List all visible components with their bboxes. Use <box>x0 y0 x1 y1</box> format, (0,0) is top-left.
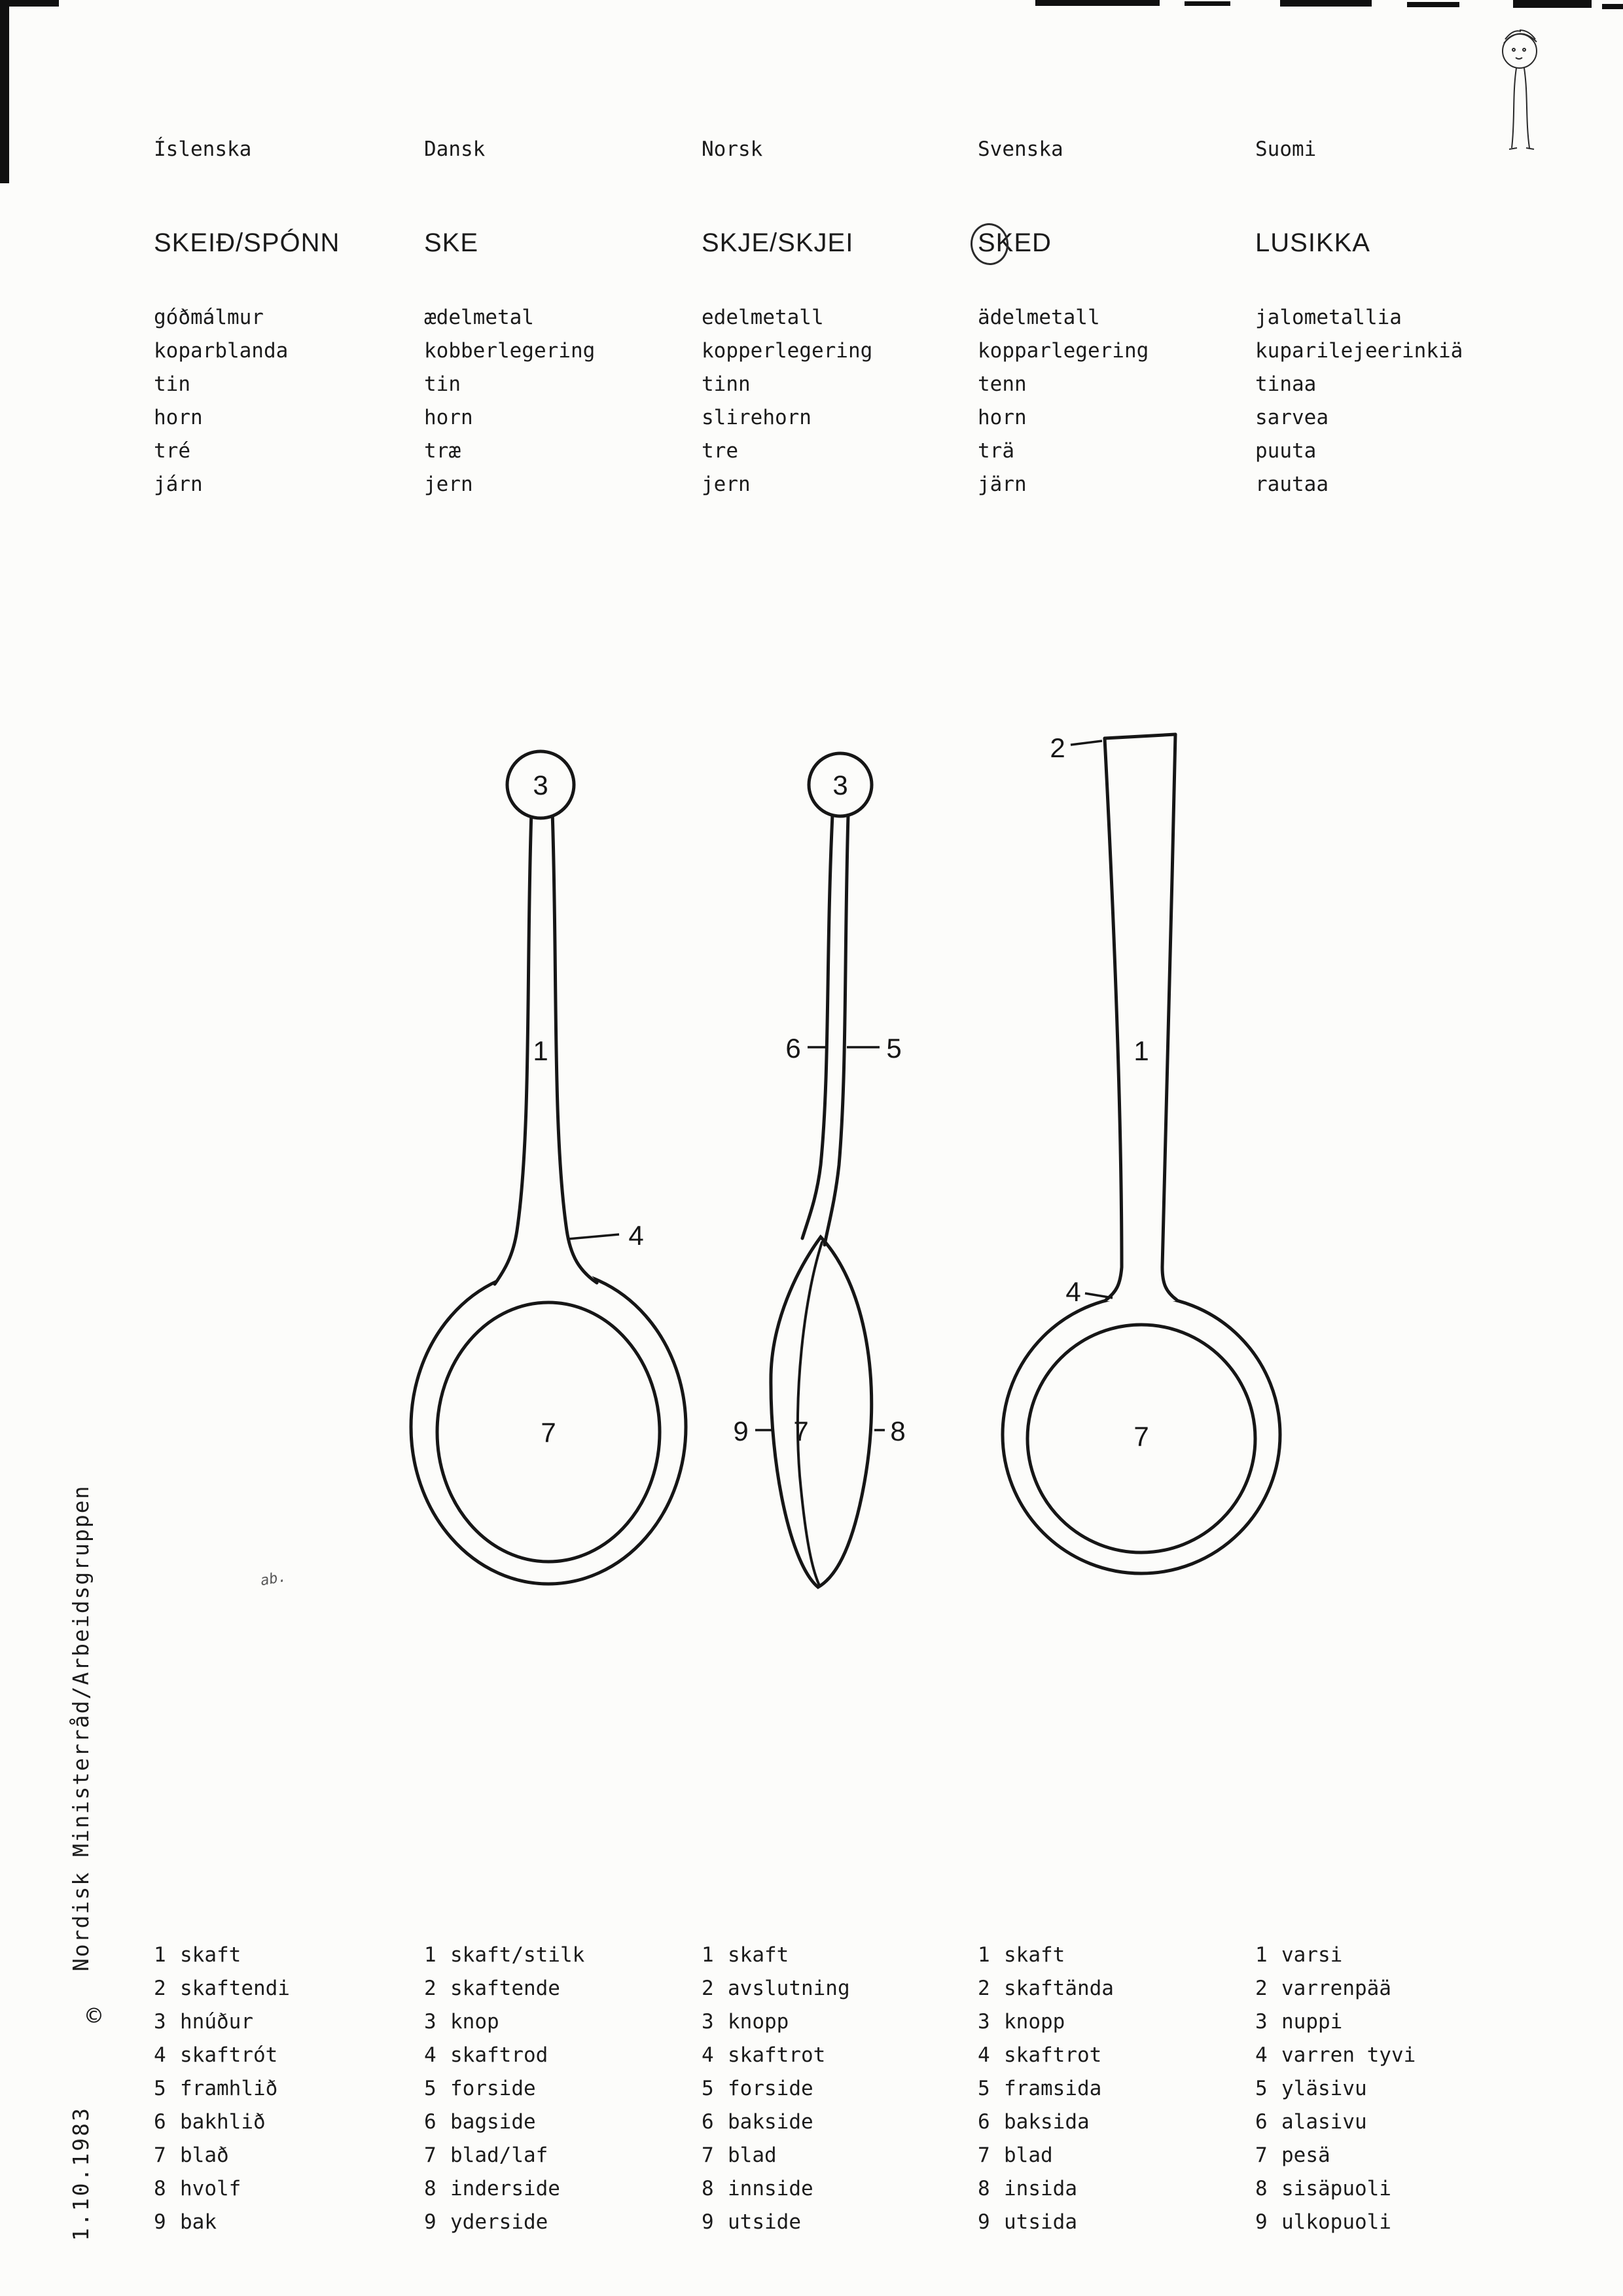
part-number: 7 <box>1255 2144 1268 2167</box>
part-list-item <box>1255 2039 1416 2072</box>
part-list-item <box>702 1972 850 2005</box>
language-column-norsk <box>702 137 970 501</box>
part-list-item <box>978 2172 1114 2206</box>
part-list-item <box>702 1939 850 1972</box>
part-number: 9 <box>978 2210 990 2234</box>
part-number: 1 <box>1255 1943 1268 1967</box>
part-label: blað <box>180 2144 229 2167</box>
part-number: 2 <box>1255 1977 1268 2000</box>
part-list-item <box>424 2206 584 2239</box>
material-item: kobberlegering <box>424 339 596 363</box>
material-item: tinn <box>702 372 751 396</box>
part-list-item <box>978 2206 1114 2239</box>
part-list-item <box>978 1939 1114 1972</box>
part-number: 5 <box>702 2077 714 2100</box>
copyright-symbol: © <box>86 2001 101 2030</box>
part-label: innside <box>728 2177 813 2200</box>
material-item: træ <box>424 439 461 463</box>
material-item: horn <box>978 406 1027 429</box>
part-number-root: 4 <box>1065 1276 1081 1307</box>
part-list-item <box>1255 1939 1416 1972</box>
part-label: skaftrod <box>450 2043 548 2067</box>
language-column-dansk <box>424 137 692 501</box>
material-item: horn <box>154 406 203 429</box>
sidebar-org-text: Nordisk Ministerråd/Arbeidsgruppen <box>68 1484 94 1971</box>
part-number: 9 <box>424 2210 437 2234</box>
part-list-item <box>154 2172 290 2206</box>
parts-list-norsk <box>702 1939 850 2239</box>
part-list-item <box>424 2106 584 2139</box>
part-list-item <box>424 2172 584 2206</box>
part-list-item <box>1255 2005 1416 2039</box>
part-list-item <box>1255 2206 1416 2239</box>
scan-artifact <box>1513 0 1592 8</box>
part-list-item <box>154 1972 290 2005</box>
part-list-item <box>424 2039 584 2072</box>
part-label: blad <box>728 2144 777 2167</box>
part-number: 9 <box>1255 2210 1268 2234</box>
part-number: 6 <box>154 2110 166 2134</box>
part-label: skaftrot <box>728 2043 826 2067</box>
part-label: yderside <box>450 2210 548 2234</box>
part-label: knop <box>450 2010 499 2034</box>
part-number: 8 <box>702 2177 714 2200</box>
material-item: tenn <box>978 372 1027 396</box>
material-item: járn <box>154 473 203 496</box>
scan-artifact <box>1602 4 1623 9</box>
language-label: Suomi <box>1255 137 1317 161</box>
part-number-knob: 3 <box>832 770 848 800</box>
part-list-item <box>154 2039 290 2072</box>
material-item: jern <box>424 473 473 496</box>
part-list-item <box>978 2106 1114 2139</box>
materials-list <box>154 301 422 501</box>
parts-list-islenska <box>154 1939 290 2239</box>
parts-list-suomi <box>1255 1939 1416 2239</box>
part-list-item <box>978 2072 1114 2106</box>
material-item: tin <box>154 372 190 396</box>
part-label: varrenpää <box>1281 1977 1391 2000</box>
materials-list <box>702 301 970 501</box>
part-number-outside: 9 <box>733 1416 749 1446</box>
part-label: pesä <box>1281 2144 1330 2167</box>
material-item: slirehorn <box>702 406 812 429</box>
part-label: skaftende <box>450 1977 560 2000</box>
part-label: skaftända <box>1004 1977 1114 2000</box>
part-number-end: 2 <box>1050 732 1065 763</box>
language-column-svenska <box>978 137 1246 501</box>
part-label: forside <box>728 2077 813 2100</box>
part-list-item <box>702 2206 850 2239</box>
language-column-suomi <box>1255 137 1524 501</box>
part-list-item <box>1255 1972 1416 2005</box>
part-label: skaftendi <box>180 1977 290 2000</box>
part-list-item <box>154 2005 290 2039</box>
part-number: 8 <box>154 2177 166 2200</box>
part-number: 2 <box>702 1977 714 2000</box>
part-label: hvolf <box>180 2177 241 2200</box>
part-label: skaft <box>180 1943 241 1967</box>
part-list-item <box>978 1972 1114 2005</box>
scan-smudge: ab. <box>259 1568 288 1590</box>
part-label: varsi <box>1281 1943 1343 1967</box>
part-number-knob: 3 <box>533 770 548 800</box>
part-number: 7 <box>424 2144 437 2167</box>
part-list-item <box>702 2005 850 2039</box>
part-label: skaftrót <box>180 2043 278 2067</box>
part-number: 1 <box>154 1943 166 1967</box>
parts-list-svenska <box>978 1939 1114 2239</box>
part-number: 7 <box>978 2144 990 2167</box>
part-label: framsida <box>1004 2077 1102 2100</box>
part-label: alasivu <box>1281 2110 1367 2134</box>
material-item: rautaa <box>1255 473 1329 496</box>
part-number: 1 <box>978 1943 990 1967</box>
spoon-back-view <box>1003 732 1280 1573</box>
part-list-item <box>1255 2106 1416 2139</box>
part-label: utsida <box>1004 2210 1077 2234</box>
part-number: 3 <box>154 2010 166 2034</box>
part-list-item <box>424 1939 584 1972</box>
part-label: sisäpuoli <box>1281 2177 1391 2200</box>
materials-list <box>424 301 692 501</box>
part-number: 2 <box>978 1977 990 2000</box>
material-item: puuta <box>1255 439 1317 463</box>
part-number-inside: 8 <box>890 1416 906 1446</box>
part-number-bowl: 7 <box>793 1416 809 1446</box>
part-list-item <box>154 2206 290 2239</box>
part-number-handle: 1 <box>1133 1035 1149 1066</box>
part-number: 1 <box>702 1943 714 1967</box>
term-title: LUSIKKA <box>1255 228 1370 257</box>
part-list-item <box>978 2039 1114 2072</box>
material-item: trä <box>978 439 1014 463</box>
part-list-item <box>1255 2139 1416 2172</box>
scan-artifact <box>1407 2 1459 7</box>
part-number: 7 <box>154 2144 166 2167</box>
part-number-back: 6 <box>785 1033 801 1064</box>
language-label: Íslenska <box>154 137 252 161</box>
part-list-item <box>424 2072 584 2106</box>
part-number: 3 <box>978 2010 990 2034</box>
part-list-item <box>1255 2172 1416 2206</box>
part-number: 4 <box>154 2043 166 2067</box>
materials-list <box>1255 301 1524 501</box>
part-label: bakhlið <box>180 2110 266 2134</box>
part-list-item <box>154 2072 290 2106</box>
part-list-item <box>424 2005 584 2039</box>
part-number: 6 <box>424 2110 437 2134</box>
part-number-handle: 1 <box>533 1035 548 1066</box>
parts-list-dansk <box>424 1939 584 2239</box>
material-item: ädelmetall <box>978 306 1100 329</box>
part-label: utside <box>728 2210 801 2234</box>
material-item: tinaa <box>1255 372 1317 396</box>
part-list-item <box>702 2172 850 2206</box>
part-number: 2 <box>154 1977 166 2000</box>
part-label: blad <box>1004 2144 1053 2167</box>
part-number: 6 <box>702 2110 714 2134</box>
material-item: tin <box>424 372 461 396</box>
part-label: blad/laf <box>450 2144 548 2167</box>
part-list-item <box>424 1972 584 2005</box>
language-label: Norsk <box>702 137 763 161</box>
language-label: Dansk <box>424 137 486 161</box>
part-list-item <box>978 2139 1114 2172</box>
part-label: skaft/stilk <box>450 1943 585 1967</box>
part-label: bagside <box>450 2110 536 2134</box>
part-list-item <box>702 2139 850 2172</box>
part-list-item <box>154 2106 290 2139</box>
material-item: edelmetall <box>702 306 824 329</box>
part-label: avslutning <box>728 1977 850 2000</box>
material-item: góðmálmur <box>154 306 264 329</box>
part-number: 8 <box>978 2177 990 2200</box>
part-number-bowl: 7 <box>1133 1421 1149 1452</box>
scan-artifact <box>0 0 9 183</box>
part-label: varren tyvi <box>1281 2043 1416 2067</box>
part-number: 6 <box>978 2110 990 2134</box>
material-item: kopparlegering <box>978 339 1149 363</box>
part-list-item <box>978 2005 1114 2039</box>
part-number: 8 <box>1255 2177 1268 2200</box>
part-list-item <box>702 2106 850 2139</box>
scan-artifact <box>1185 1 1230 6</box>
part-number: 1 <box>424 1943 437 1967</box>
material-item: horn <box>424 406 473 429</box>
part-number: 4 <box>702 2043 714 2067</box>
scan-artifact <box>0 0 59 7</box>
part-number: 5 <box>424 2077 437 2100</box>
term-title: SKE <box>424 228 479 257</box>
part-label: framhlið <box>180 2077 278 2100</box>
part-number: 3 <box>702 2010 714 2034</box>
part-number: 5 <box>1255 2077 1268 2100</box>
part-number-front: 5 <box>886 1033 902 1064</box>
part-number: 4 <box>1255 2043 1268 2067</box>
part-label: baksida <box>1004 2110 1090 2134</box>
part-list-item <box>1255 2072 1416 2106</box>
part-label: skaft <box>1004 1943 1065 1967</box>
language-column-islenska <box>154 137 422 501</box>
material-item: sarvea <box>1255 406 1329 429</box>
part-label: knopp <box>728 2010 789 2034</box>
term-title: SKJE/SKJEI <box>702 228 854 257</box>
part-label: skaftrot <box>1004 2043 1102 2067</box>
material-item: kuparilejeerinkiä <box>1255 339 1463 363</box>
part-label: insida <box>1004 2177 1077 2200</box>
part-label: yläsivu <box>1281 2077 1367 2100</box>
spoon-front-view <box>411 751 686 1584</box>
material-item: tré <box>154 439 190 463</box>
material-item: kopperlegering <box>702 339 873 363</box>
part-list-item <box>702 2039 850 2072</box>
part-number-bowl: 7 <box>541 1417 556 1448</box>
materials-list <box>978 301 1246 501</box>
material-item: jalometallia <box>1255 306 1402 329</box>
part-label: bak <box>180 2210 217 2234</box>
material-item: koparblanda <box>154 339 289 363</box>
part-number: 6 <box>1255 2110 1268 2134</box>
part-number: 5 <box>154 2077 166 2100</box>
part-number: 3 <box>1255 2010 1268 2034</box>
material-item: ædelmetal <box>424 306 534 329</box>
part-number: 4 <box>424 2043 437 2067</box>
part-number: 5 <box>978 2077 990 2100</box>
part-label: nuppi <box>1281 2010 1343 2034</box>
part-number-root: 4 <box>628 1220 644 1251</box>
part-list-item <box>154 2139 290 2172</box>
part-number: 3 <box>424 2010 437 2034</box>
part-number: 9 <box>702 2210 714 2234</box>
spoon-side-view <box>733 753 905 1587</box>
term-title-text: SKED <box>978 228 1052 257</box>
part-list-item <box>424 2139 584 2172</box>
part-label: knopp <box>1004 2010 1065 2034</box>
spoon-diagram <box>366 707 1335 1636</box>
date-stamp: 1.10.1983 <box>68 2106 94 2241</box>
part-number: 4 <box>978 2043 990 2067</box>
term-title <box>978 228 1052 258</box>
part-number: 9 <box>154 2210 166 2234</box>
part-number: 8 <box>424 2177 437 2200</box>
scan-artifact <box>1035 0 1160 6</box>
part-label: bakside <box>728 2110 813 2134</box>
term-title: SKEIÐ/SPÓNN <box>154 228 340 257</box>
language-label: Svenska <box>978 137 1063 161</box>
part-label: inderside <box>450 2177 560 2200</box>
part-number: 2 <box>424 1977 437 2000</box>
part-label: hnúður <box>180 2010 253 2034</box>
part-number: 7 <box>702 2144 714 2167</box>
part-label: forside <box>450 2077 536 2100</box>
part-label: ulkopuoli <box>1281 2210 1391 2234</box>
material-item: jern <box>702 473 751 496</box>
part-list-item <box>154 1939 290 1972</box>
part-label: skaft <box>728 1943 789 1967</box>
material-item: tre <box>702 439 738 463</box>
part-list-item <box>702 2072 850 2106</box>
material-item: järn <box>978 473 1027 496</box>
scan-artifact <box>1280 0 1372 7</box>
